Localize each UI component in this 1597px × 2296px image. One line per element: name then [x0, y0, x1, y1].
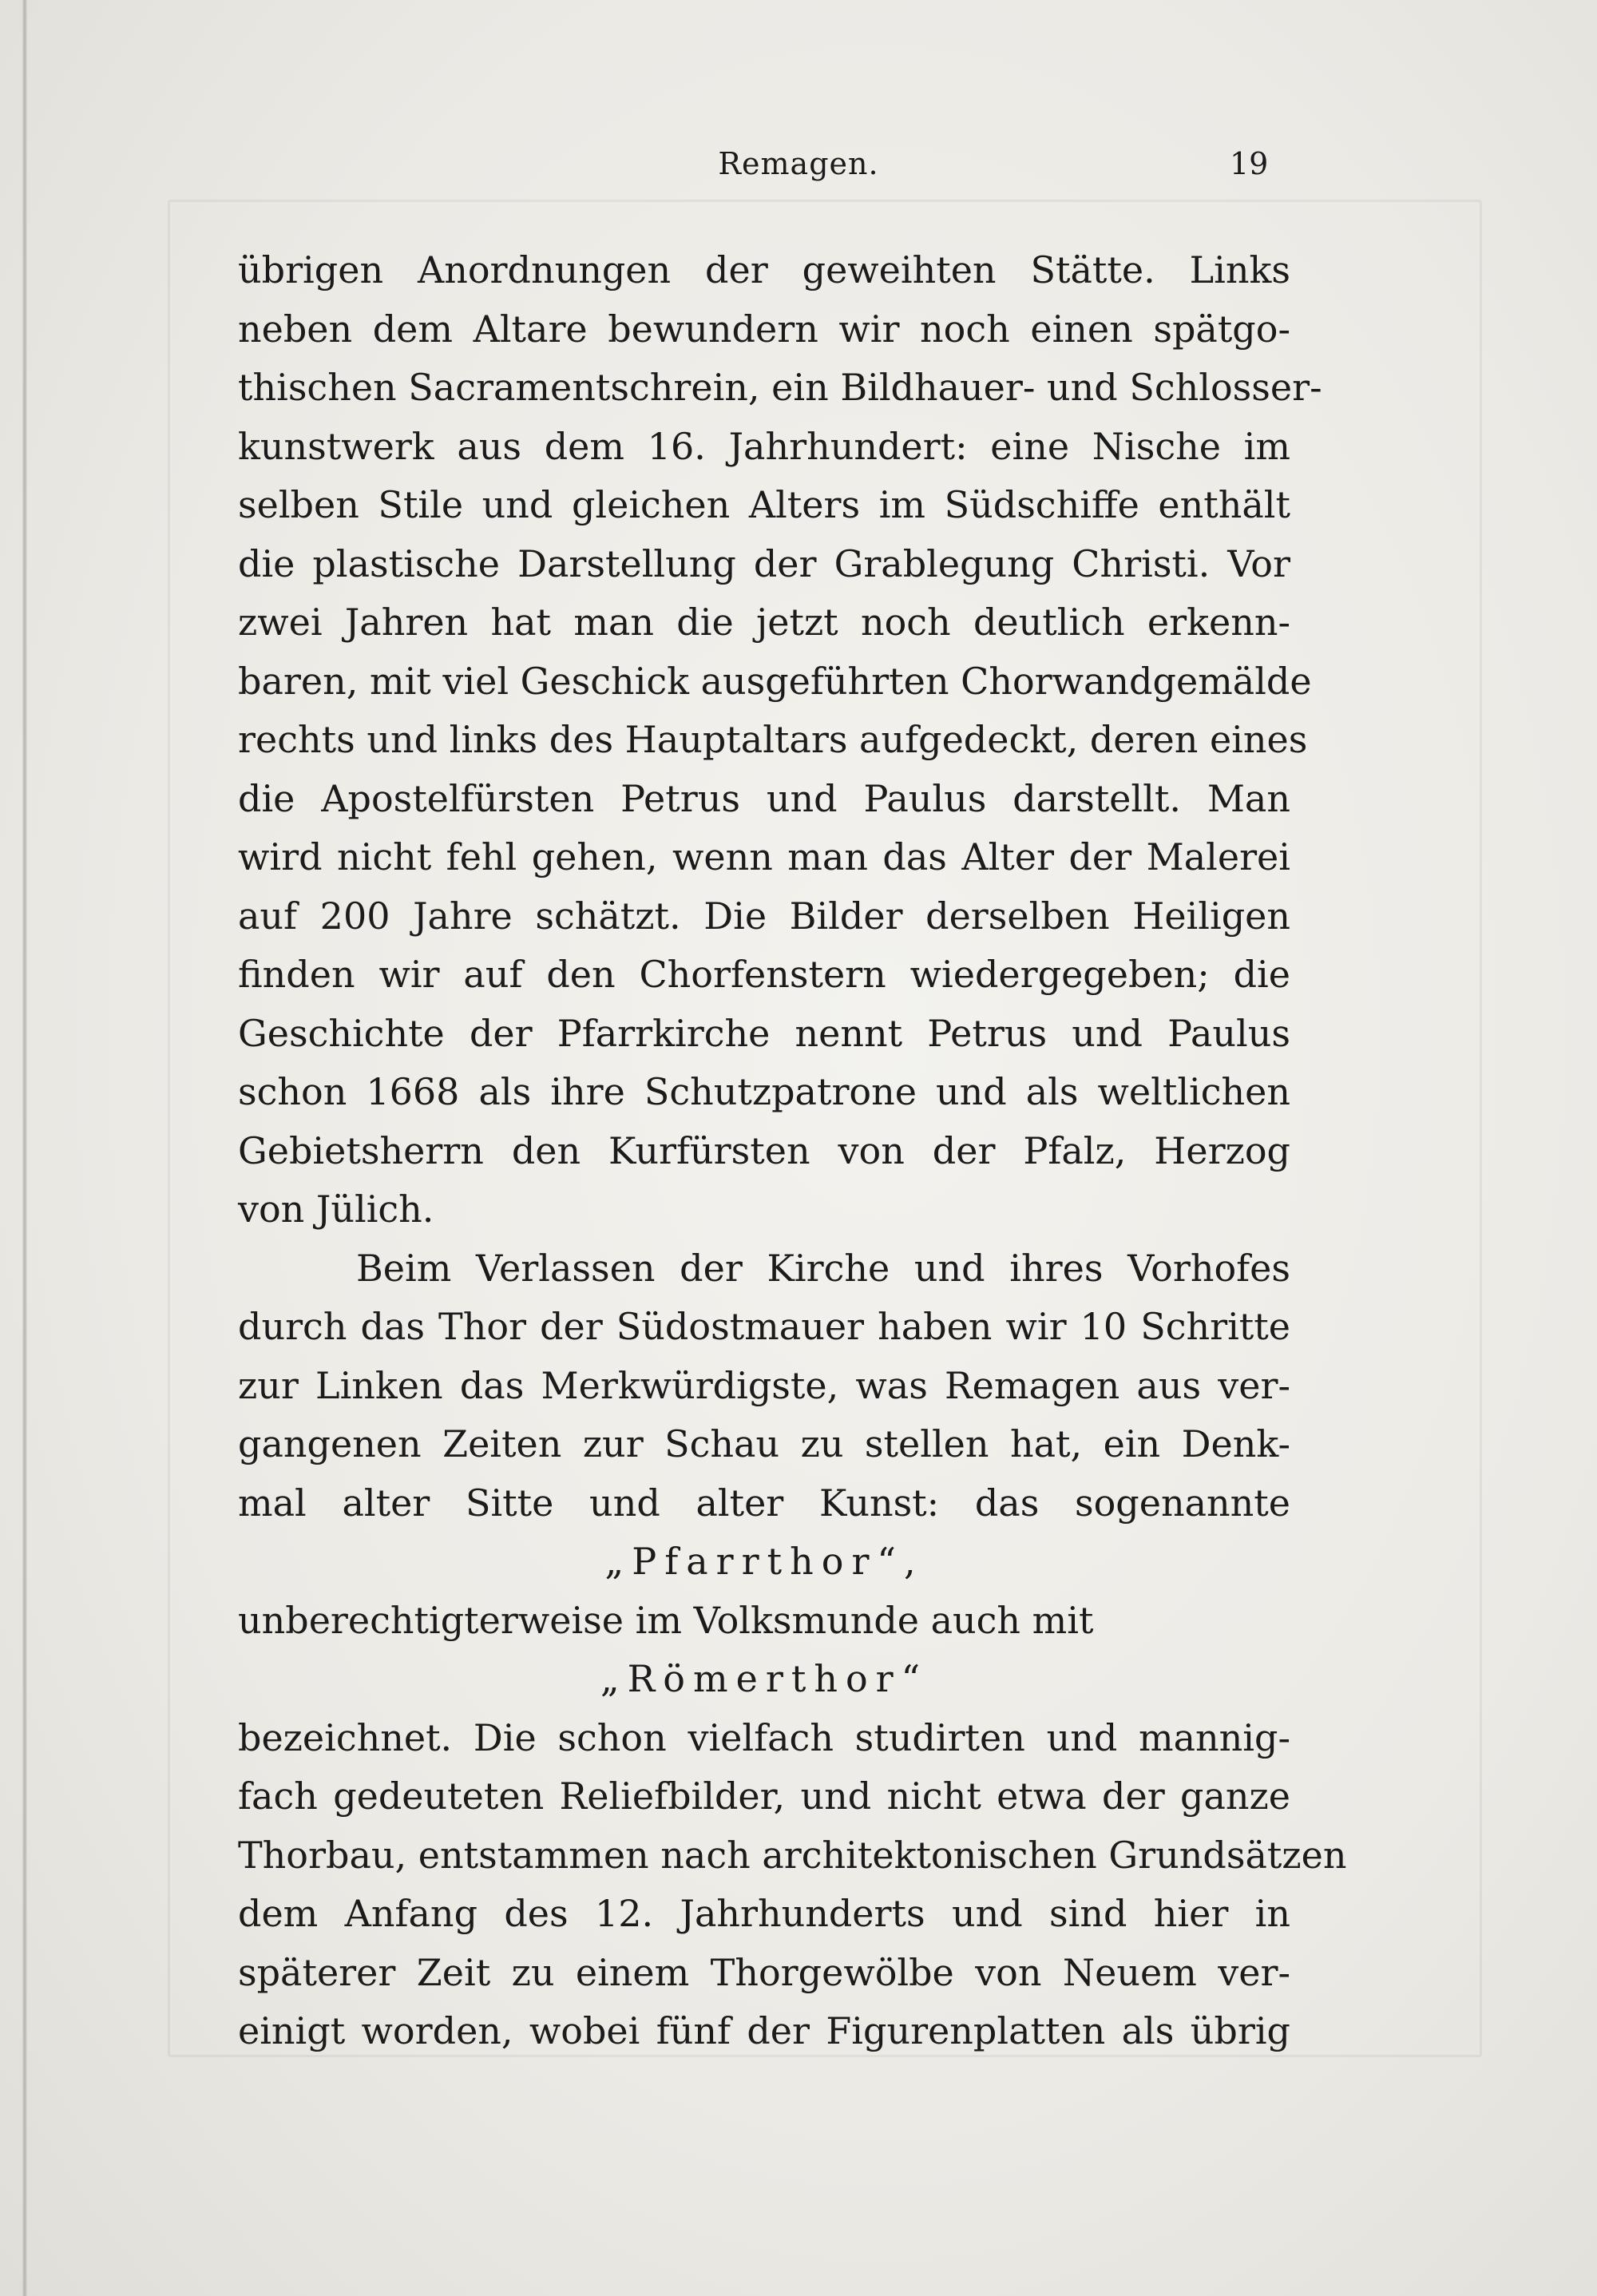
text-line: Thorbau, entstammen nach architektonischen Grundsätzen: [238, 1833, 1347, 1877]
text-line: mal alter Sitte und alter Kunst: das sogenannte: [238, 1481, 1290, 1525]
text-line: zur Linken das Merkwürdigste, was Remagen aus ver-: [238, 1363, 1290, 1407]
text-line: rechts und links des Hauptaltars aufgedeckt, deren eines: [238, 718, 1308, 761]
text-line: zwei Jahren hat man die jetzt noch deutlich erkenn-: [238, 601, 1290, 644]
text-line: durch das Thor der Südostmauer haben wir 10 Schritte: [238, 1305, 1290, 1348]
text-line: neben dem Altare bewundern wir noch einen spätgo-: [238, 307, 1290, 351]
centered-name-roemerthor: „Römerthor“: [600, 1657, 929, 1700]
body-text: [238, 241, 1347, 2061]
text-line: selben Stile und gleichen Alters im Südschiffe enthält: [238, 483, 1290, 526]
text-line: baren, mit viel Geschick ausgeführten Chorwandgemälde: [238, 659, 1312, 703]
text-line: Geschichte der Pfarrkirche nennt Petrus und Paulus: [238, 1011, 1290, 1055]
text-line: Gebietsherrn den Kurfürsten von der Pfalz, Herzog: [238, 1128, 1290, 1172]
text-line: schon 1668 als ihre Schutzpatrone und als weltlichen: [238, 1070, 1290, 1113]
text-line: kunstwerk aus dem 16. Jahrhundert: eine Nische im: [238, 424, 1290, 468]
text-line-paragraph-end: von Jülich.: [238, 1188, 434, 1231]
text-line: übrigen Anordnungen der geweihten Stätte. Links: [238, 248, 1290, 291]
text-line: einigt worden, wobei fünf der Figurenplatten als übrig: [238, 2009, 1290, 2052]
text-line: finden wir auf den Chorfenstern wiedergegeben; die: [238, 953, 1290, 996]
text-line: fach gedeuteten Reliefbilder, und nicht etwa der ganze: [238, 1775, 1290, 1818]
text-line: thischen Sacramentschrein, ein Bildhauer- und Schlosser-: [238, 366, 1322, 409]
text-line-paragraph-start: Beim Verlassen der Kirche und ihres Vorhofes: [356, 1246, 1290, 1290]
text-line: bezeichnet. Die schon vielfach studirten und mannig-: [238, 1715, 1290, 1759]
text-line: die plastische Darstellung der Grablegung Christi. Vor: [238, 541, 1290, 585]
page-number: 19: [1230, 146, 1269, 181]
page-header: [0, 146, 1597, 194]
text-line: gangenen Zeiten zur Schau zu stellen hat, ein Denk-: [238, 1422, 1290, 1465]
spine-edge: [22, 0, 27, 2296]
text-line: die Apostelfürsten Petrus und Paulus darstellt. Man: [238, 776, 1290, 820]
text-line: auf 200 Jahre schätzt. Die Bilder derselben Heiligen: [238, 894, 1290, 938]
text-line: unberechtigterweise im Volksmunde auch mit: [238, 1598, 1094, 1642]
text-line: späterer Zeit zu einem Thorgewölbe von Neuem ver-: [238, 1950, 1290, 1994]
text-line: wird nicht fehl gehen, wenn man das Alter der Malerei: [238, 835, 1290, 878]
centered-name-pfarrthor: „Pfarrthor“,: [604, 1540, 924, 1583]
running-title: Remagen.: [718, 146, 879, 181]
text-line: dem Anfang des 12. Jahrhunderts und sind hier in: [238, 1892, 1290, 1935]
